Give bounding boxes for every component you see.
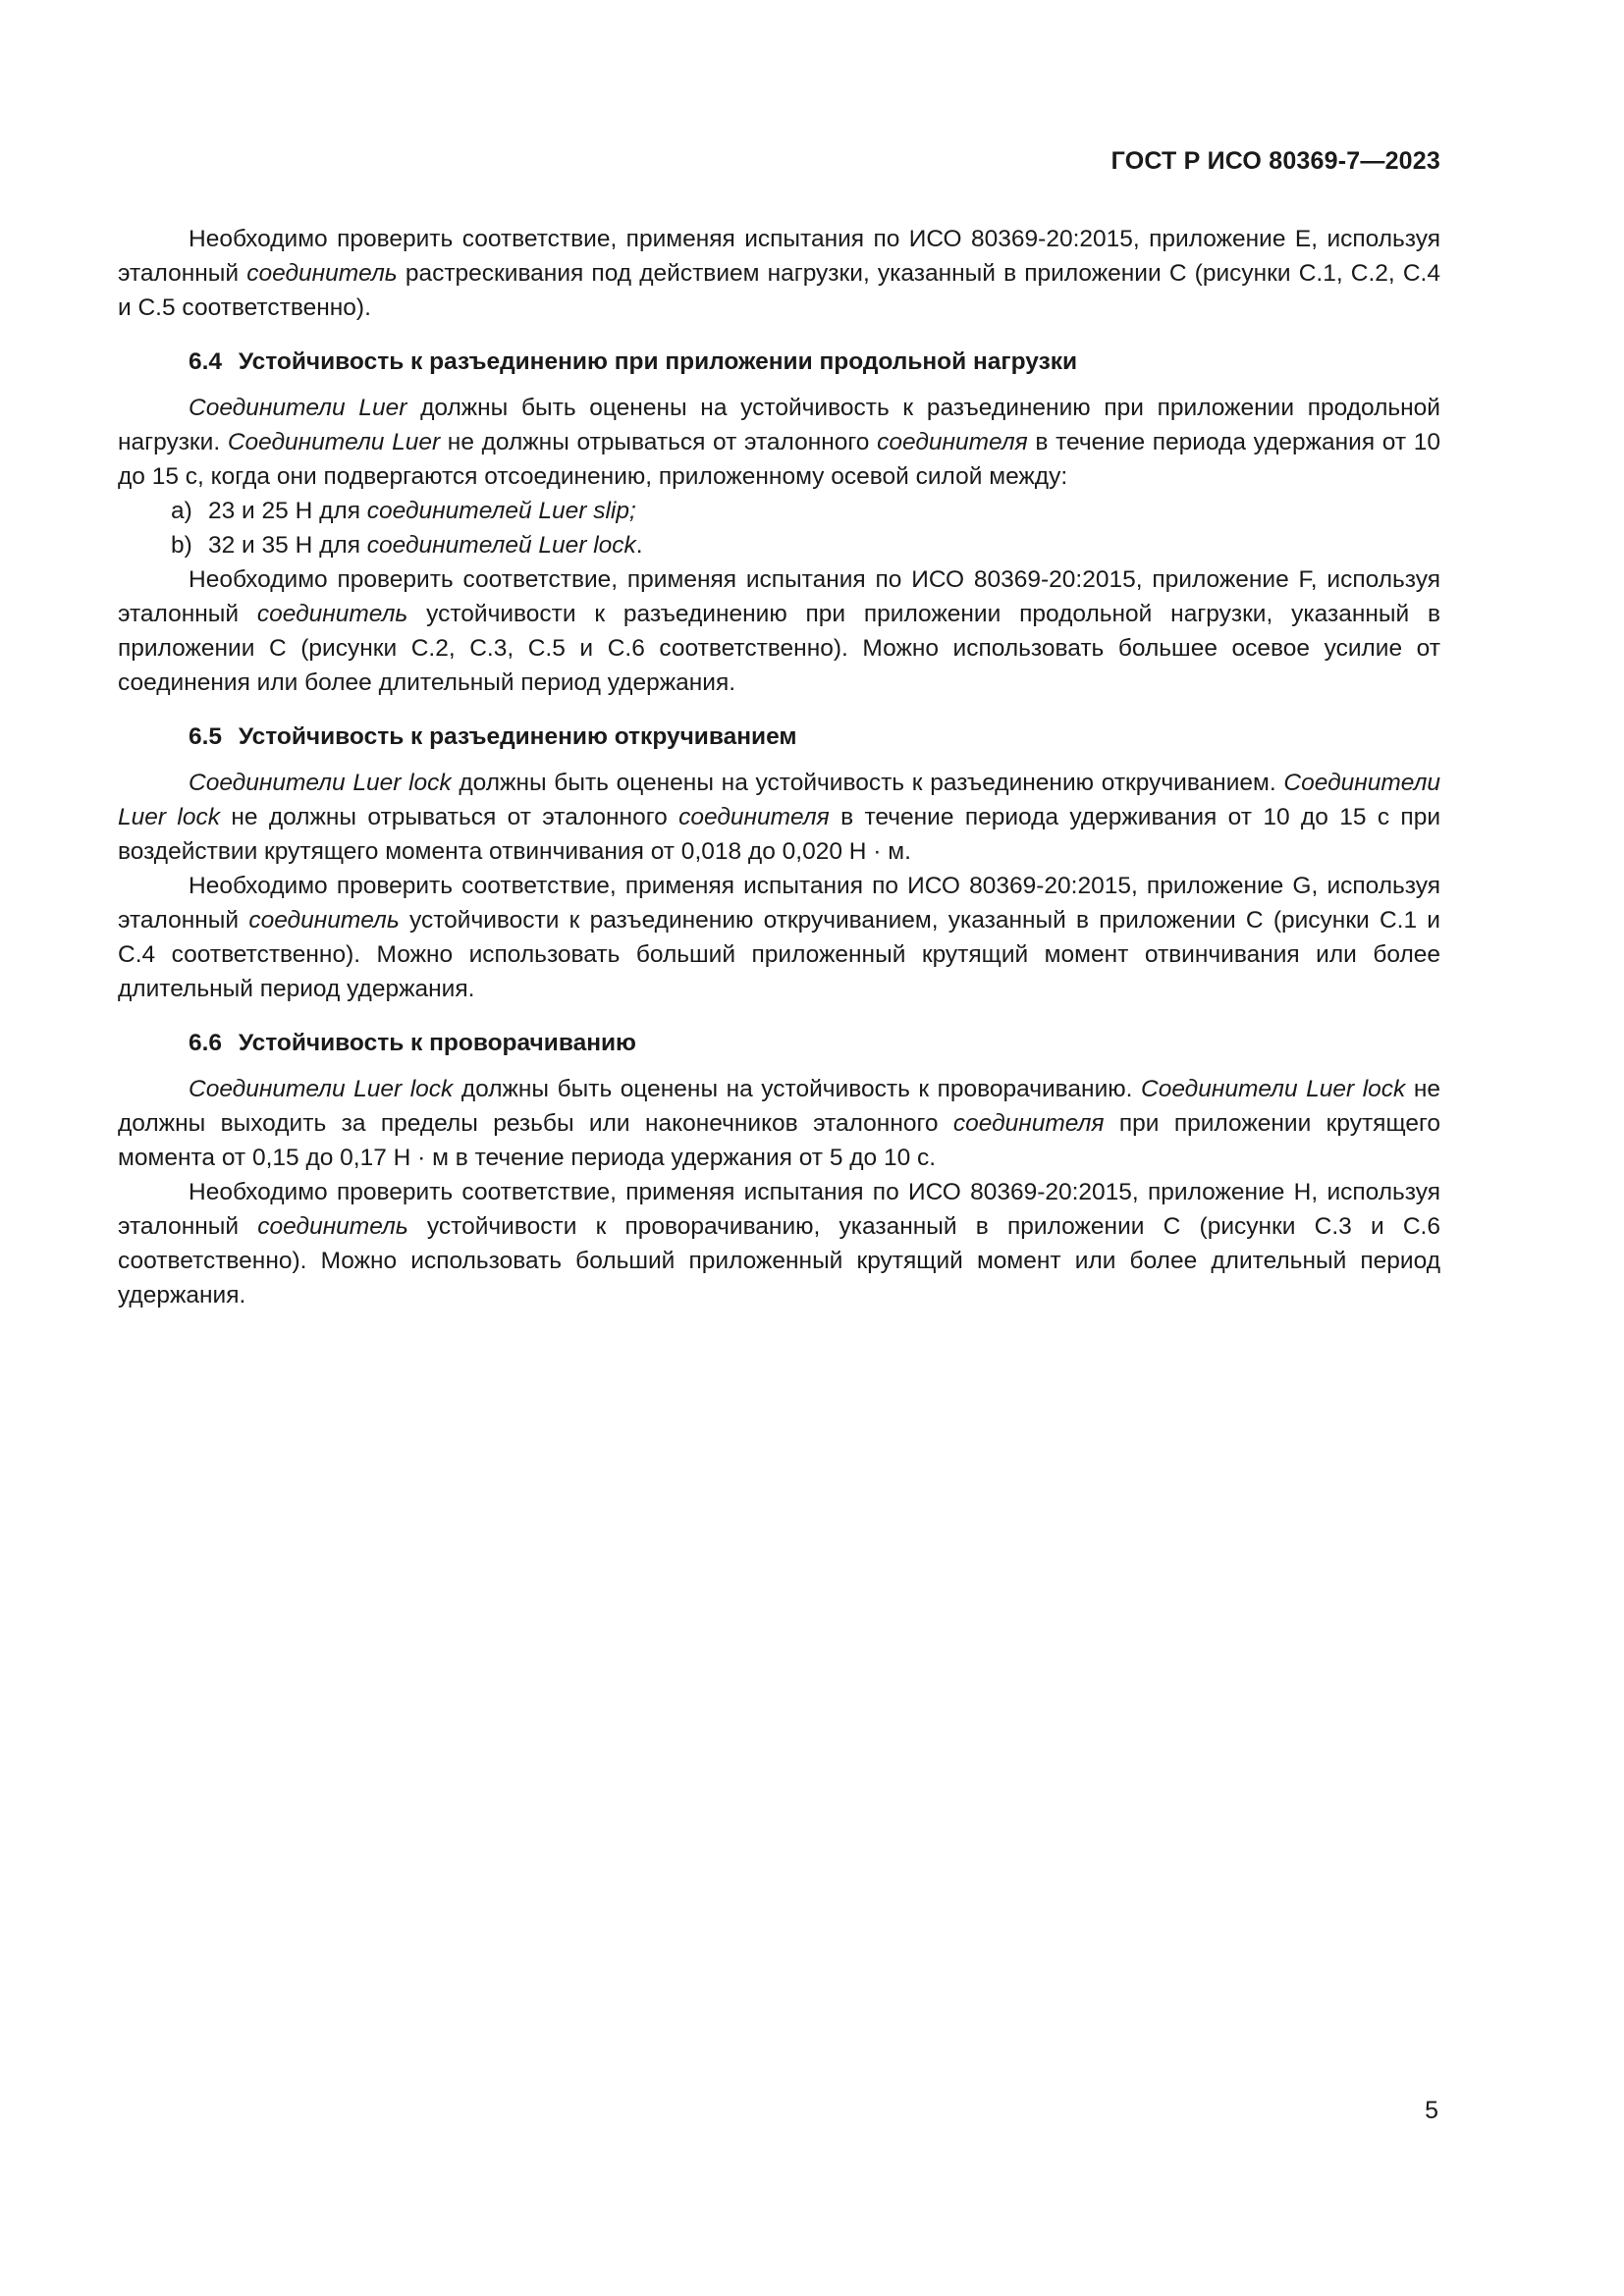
section-6-6-heading [118,1026,1440,1060]
italic-term: Соединители Luer [189,395,407,421]
text-run: должны быть оценены на устойчивость к разъединению откручиванием. [451,770,1284,796]
section-6-5-heading [118,720,1440,754]
text-run: должны быть оценены на устойчивость к проворачиванию. [453,1076,1141,1102]
list-item-text [208,498,636,524]
italic-term: Соединители Luer lock [1141,1076,1406,1102]
text-run: устойчивости к проворачиванию, указанный в приложении C (рисунки C.3 и C.6 соответственно). Можно использовать больший приложенный крутящий момент или более длительный период удержания. [118,1213,1440,1308]
text-run: Необходимо проверить соответствие, применяя испытания по ИСО 80369-20:2015, приложение H, используя эталонный [118,1179,1440,1240]
text-run: не должны отрываться от эталонного [440,429,878,455]
text-run: в течение периода удерживания от 10 до 15 с при воздействии крутящего момента отвинчивания от 0,018 до 0,020 Н · м. [118,804,1441,865]
text-run: в течение периода удержания от 10 до 15 с, когда они подвергаются отсоединению, приложенному осевой силой между: [118,429,1440,490]
section-6-4-heading [118,345,1440,379]
text-run: устойчивости к разъединению при приложении продольной нагрузки, указанный в приложении C (рисунки C.2, C.3, C.5 и C.6 соответственно). Можно использовать большее осевое усилие от соединения или более длительный период удержания. [118,601,1440,696]
section-number: 6.5 [189,723,223,750]
section-6-4-paragraph-2 [118,562,1440,700]
text-run: . [635,532,643,559]
text-run: Необходимо проверить соответствие, применяя испытания по ИСО 80369-20:2015, приложение E, используя эталонный [118,226,1440,287]
text-run: не должны отрываться от эталонного [219,804,679,830]
intro-paragraph [118,222,1440,325]
section-number: 6.4 [189,348,223,375]
italic-term: Соединители Luer lock [189,1076,454,1102]
list-item-a [118,494,1440,528]
text-run: Необходимо проверить соответствие, применяя испытания по ИСО 80369-20:2015, приложение G, используя эталонный [118,873,1440,934]
italic-term: соединителей Luer slip; [366,498,636,524]
italic-term: соединителя [678,804,830,830]
list-item-b [118,528,1440,562]
italic-term: соединитель [257,1213,408,1240]
text-run: устойчивости к разъединению откручиванием, указанный в приложении C (рисунки C.1 и C.4 соответственно). Можно использовать больший приложенный крутящий момент отвинчивания или более длительный период удержания. [118,907,1440,1002]
text-run: должны быть оценены на устойчивость к разъединению при приложении продольной нагрузки. [118,395,1440,455]
section-title: Устойчивость к разъединению при приложении продольной нагрузки [238,348,1078,375]
list-marker: b) [171,532,192,559]
document-body [118,222,1440,1312]
section-6-6-paragraph-1 [118,1072,1440,1175]
italic-term: соединителя [952,1110,1105,1137]
page-number: 5 [1425,2097,1438,2124]
italic-term: соединитель [248,907,400,934]
italic-term: соединитель [246,260,398,287]
section-title: Устойчивость к проворачиванию [238,1030,636,1056]
italic-term: соединитель [256,601,408,627]
text-run: 23 и 25 Н для [208,498,367,524]
italic-term: Соединители Luer lock [118,770,1441,830]
list-item-text [208,532,643,559]
document-id: ГОСТ Р ИСО 80369-7—2023 [1110,147,1440,175]
text-run: Необходимо проверить соответствие, применяя испытания по ИСО 80369-20:2015, приложение F, используя эталонный [118,566,1440,627]
italic-term: Соединители Luer [227,429,441,455]
section-6-6-paragraph-2 [118,1175,1440,1312]
list-marker: a) [171,498,192,524]
italic-term: соединителей Luer lock [366,532,636,559]
text-run: 32 и 35 Н для [208,532,367,559]
italic-term: соединителя [877,429,1028,455]
section-number: 6.6 [189,1030,223,1056]
section-6-5-paragraph-1 [118,766,1440,869]
section-6-5-paragraph-2 [118,869,1440,1006]
section-6-4-paragraph-1 [118,391,1440,494]
text-run: при приложении крутящего момента от 0,15 до 0,17 Н · м в течение периода удержания от 5 до 10 с. [118,1110,1440,1171]
text-run: растрескивания под действием нагрузки, указанный в приложении C (рисунки C.1, C.2, C.4 и C.5 соответственно). [118,260,1440,321]
italic-term: Соединители Luer lock [189,770,452,796]
text-run: не должны выходить за пределы резьбы или наконечников эталонного [118,1076,1440,1137]
section-title: Устойчивость к разъединению откручиванием [238,723,797,750]
